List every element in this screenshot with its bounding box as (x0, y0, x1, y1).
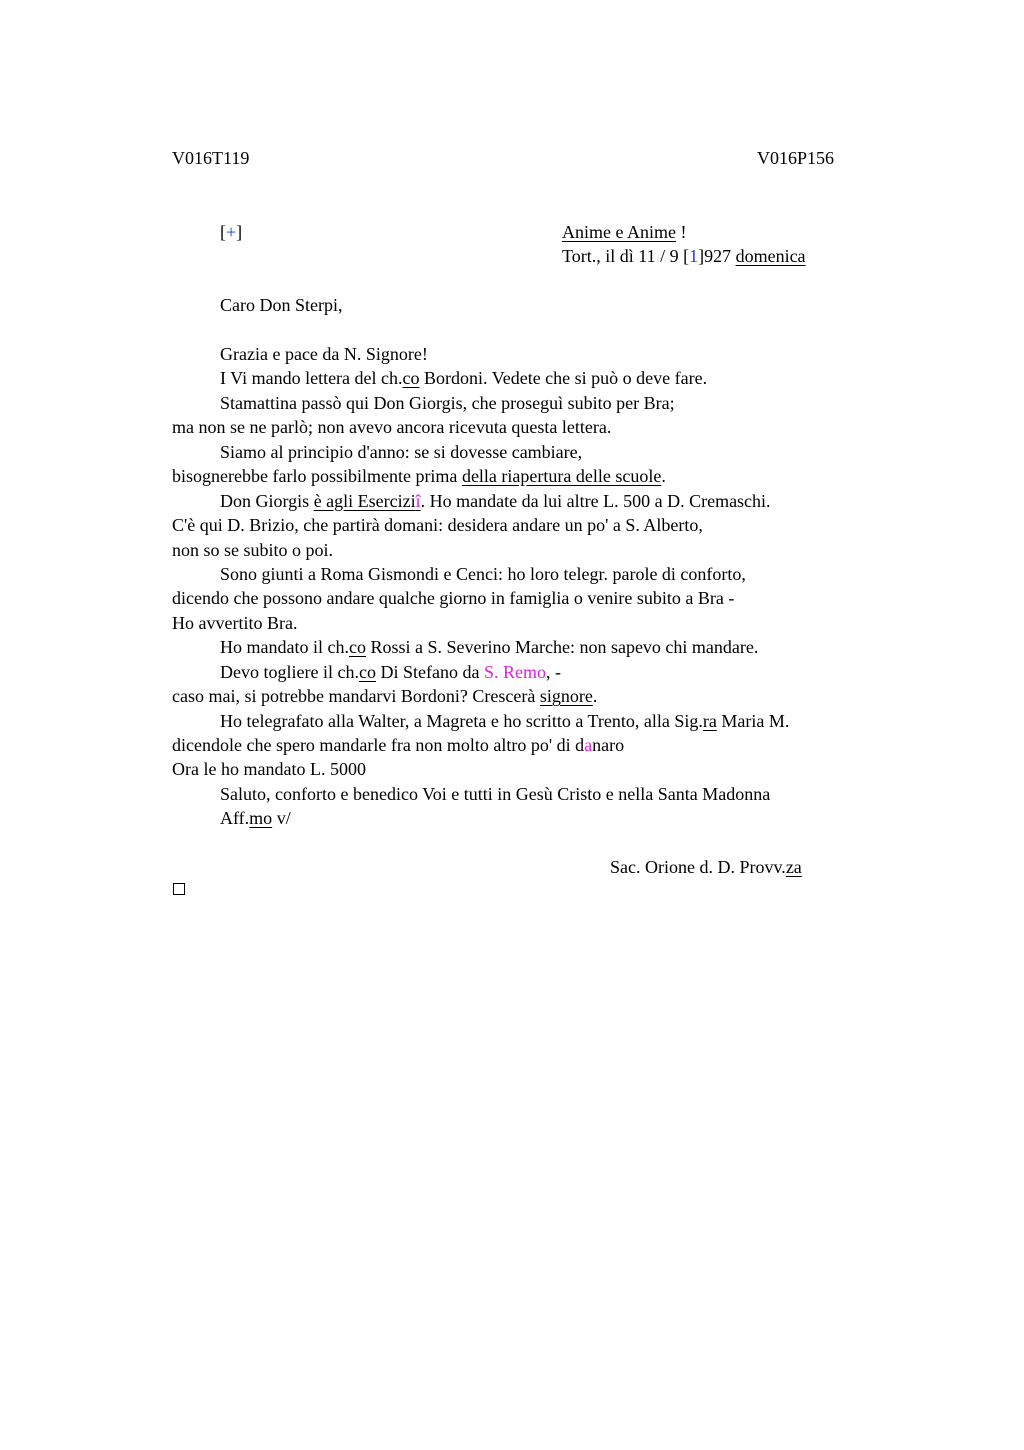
text-span: v/ (272, 808, 291, 829)
body-line (172, 733, 892, 757)
body-line (172, 635, 892, 659)
signature-text: Sac. Orione d. D. Provv. (610, 857, 786, 877)
highlighted-char: î (415, 490, 421, 511)
abbrev-superscript: co (348, 637, 366, 658)
text-span: Ho mandato il ch. (220, 637, 349, 658)
date-weekday: domenica (735, 246, 806, 266)
title-text: Anime e Anime (562, 222, 676, 242)
signature (610, 855, 802, 879)
highlighted-char: a (584, 735, 593, 755)
text-span: . (661, 466, 666, 487)
letter-body (172, 342, 892, 831)
underlined-phrase: della riapertura delle scuole (461, 466, 662, 487)
cross-bracket-close: ] (236, 222, 243, 242)
text-span: dicendole che spero mandarle fra non molto altro po' di d (172, 735, 585, 755)
underlined-phrase (314, 491, 421, 511)
text-span: . Ho mandate da lui altre L. 500 a D. Cremaschi. (420, 490, 771, 511)
text-span: Ho telegrafato alla Walter, a Magreta e ho scritto a Trento, alla Sig. (220, 710, 703, 731)
text-span: Maria M. (716, 710, 790, 731)
body-line (172, 709, 892, 733)
body-line (172, 464, 892, 488)
body-line (172, 366, 892, 390)
body-line: dicendo che possono andare qualche giorno in famiglia o venire subito a Bra - (172, 588, 735, 609)
text-span: . (592, 686, 598, 707)
text-span: Aff. (220, 808, 250, 829)
body-line (172, 806, 892, 830)
abbrev-superscript: co (402, 368, 420, 389)
body-line: C'è qui D. Brizio, che partirà domani: desidera andare un po' a S. Alberto, (172, 515, 703, 536)
text-span: Rossi a S. Severino Marche: non sapevo chi mandare. (365, 637, 759, 658)
text-span: Don Giorgis (220, 490, 314, 511)
salutation: Caro Don Sterpi, (220, 295, 343, 315)
title-tail: ! (675, 222, 687, 242)
date-prefix: Tort., il dì 11 / 9 [ (562, 246, 690, 266)
body-line: Siamo al principio d'anno: se si dovesse cambiare, (220, 441, 583, 462)
letter-date (562, 244, 806, 268)
text-span: Devo togliere il ch. (220, 661, 359, 682)
text-span: caso mai, si potrebbe mandarvi Bordoni? Crescerà (172, 686, 540, 707)
text-span: , - (545, 661, 561, 682)
body-line: Saluto, conforto e benedico Voi e tutti in Gesù Cristo e nella Santa Madonna (220, 783, 771, 804)
text-span: naro (592, 735, 625, 755)
date-suffix: ]927 (698, 246, 736, 266)
end-of-document-box-icon (173, 883, 185, 895)
cross-mark (220, 220, 242, 244)
cross-symbol: + (226, 222, 237, 242)
text-span: Bordoni. Vedete che si può o deve fare. (419, 368, 708, 389)
underlined-word: signore (539, 686, 593, 707)
text-span: bisognerebbe farlo possibilmente prima (172, 466, 462, 487)
body-line: non so se subito o poi. (172, 539, 334, 560)
body-line (172, 684, 892, 708)
abbrev-superscript: co (358, 661, 376, 682)
body-line: Stamattina passò qui Don Giorgis, che proseguì subito per Bra; (220, 392, 675, 413)
body-line: Grazia e pace da N. Signore! (220, 344, 428, 364)
date-bracket-digit: 1 (689, 246, 699, 266)
body-line: Ora le ho mandato L. 5000 (172, 759, 366, 780)
text-span: I Vi mando lettera del ch. (220, 368, 403, 389)
cross-bracket-open: [ (220, 222, 226, 242)
letter-title (562, 220, 686, 244)
abbrev-superscript: ra (702, 710, 717, 731)
text-span: Di Stefano da (375, 661, 484, 682)
signature-suffix: za (785, 857, 802, 877)
abbrev-superscript: mo (249, 808, 273, 829)
text-span: è agli Esercizi (313, 490, 416, 511)
body-line: Ho avvertito Bra. (172, 612, 298, 633)
document-code-right: V016P156 (757, 148, 835, 168)
body-line: ma non se ne parlò; non avevo ancora ricevuta questa lettera. (172, 417, 612, 438)
body-line (172, 489, 892, 513)
highlighted-place: S. Remo (483, 661, 546, 682)
body-line (172, 660, 892, 684)
document-code-left: V016T119 (172, 148, 250, 168)
body-line: Sono giunti a Roma Gismondi e Cenci: ho loro telegr. parole di conforto, (220, 563, 746, 584)
